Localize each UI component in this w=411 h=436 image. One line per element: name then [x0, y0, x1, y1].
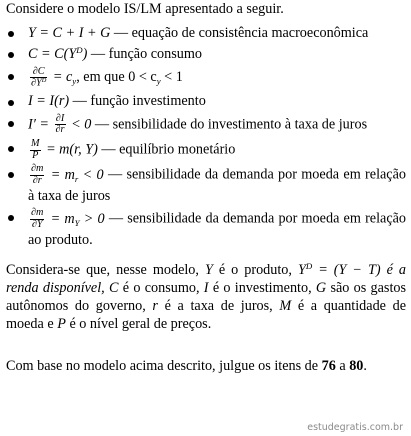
equation: Y = C + I + G	[28, 25, 111, 42]
intro-text: Considere o modelo IS/LM apresentado a seguir.	[6, 1, 284, 17]
equation: = $c_y$	[52, 69, 77, 87]
equation-description: — sensibilidade da demanda por moeda em relação à taxa de juros	[28, 166, 406, 204]
bullet-icon	[8, 74, 14, 80]
list-item	[6, 45, 406, 63]
equation: = $m_r < 0$	[50, 166, 104, 185]
inequality: < 0	[71, 116, 92, 133]
equation-description: — função investimento	[72, 93, 206, 110]
bullet-icon	[8, 31, 14, 37]
equation: $C = C(Y^D)$	[28, 45, 88, 63]
bullet-icon	[8, 121, 14, 127]
list-item	[6, 67, 406, 90]
equation-description: — função consumo	[90, 46, 202, 63]
instruction-text: Com base no modelo acima descrito, julgue os itens de 76 a 80.	[6, 358, 367, 375]
equation: = m(r, Y)	[46, 141, 98, 158]
list-item	[6, 139, 406, 161]
equation: = $m_Y > 0$	[50, 210, 105, 228]
fraction: $\frac{\partial m}{\partial Y}$	[31, 207, 44, 230]
fraction: $\frac{\partial C}{\partial Y^D}$	[31, 65, 47, 89]
equation: I′ =	[28, 116, 49, 133]
model-equations-list	[6, 24, 406, 249]
fraction: $\frac{\partial I}{\partial r}$	[55, 112, 65, 136]
bullet-icon	[8, 172, 14, 178]
list-item	[6, 114, 406, 136]
list-item	[6, 92, 406, 110]
fraction: $\frac{\partial m}{\partial r}$	[31, 163, 44, 187]
site-watermark: estudegratis.com.br	[307, 421, 403, 433]
question-document	[6, 0, 406, 376]
equation-description: — equilíbrio monetário	[101, 141, 236, 158]
bullet-icon	[8, 52, 14, 58]
item-end-number: 80	[349, 358, 364, 375]
bullet-icon	[8, 146, 14, 152]
equation: I = I(r)	[28, 93, 70, 110]
equation-description: — sensibilidade do investimento à taxa de juros	[94, 116, 368, 133]
definitions-paragraph: Considera-se que, nesse modelo, Y é o produto, $Y^D = (Y - T)$ é a renda disponível, C é o consumo, I é o investimento, G são os gastos autônomos do governo, r é a taxa de juros, M é a quantidade de moeda e P é o nível geral de preços.	[6, 260, 407, 333]
list-item	[6, 208, 406, 249]
item-start-number: 76	[321, 358, 336, 375]
fraction: $\frac{M}{P}$	[31, 138, 40, 161]
bullet-icon	[8, 215, 14, 221]
list-item	[6, 164, 406, 205]
list-item	[6, 24, 406, 42]
equation-description: — equação de consistência macroeconômica	[113, 25, 369, 42]
equation-description: — sensibilidade da demanda por moeda em relação ao produto.	[28, 210, 407, 248]
equation-description: , em que $0 < c_y < 1$	[76, 69, 183, 87]
bullet-icon	[8, 100, 14, 106]
